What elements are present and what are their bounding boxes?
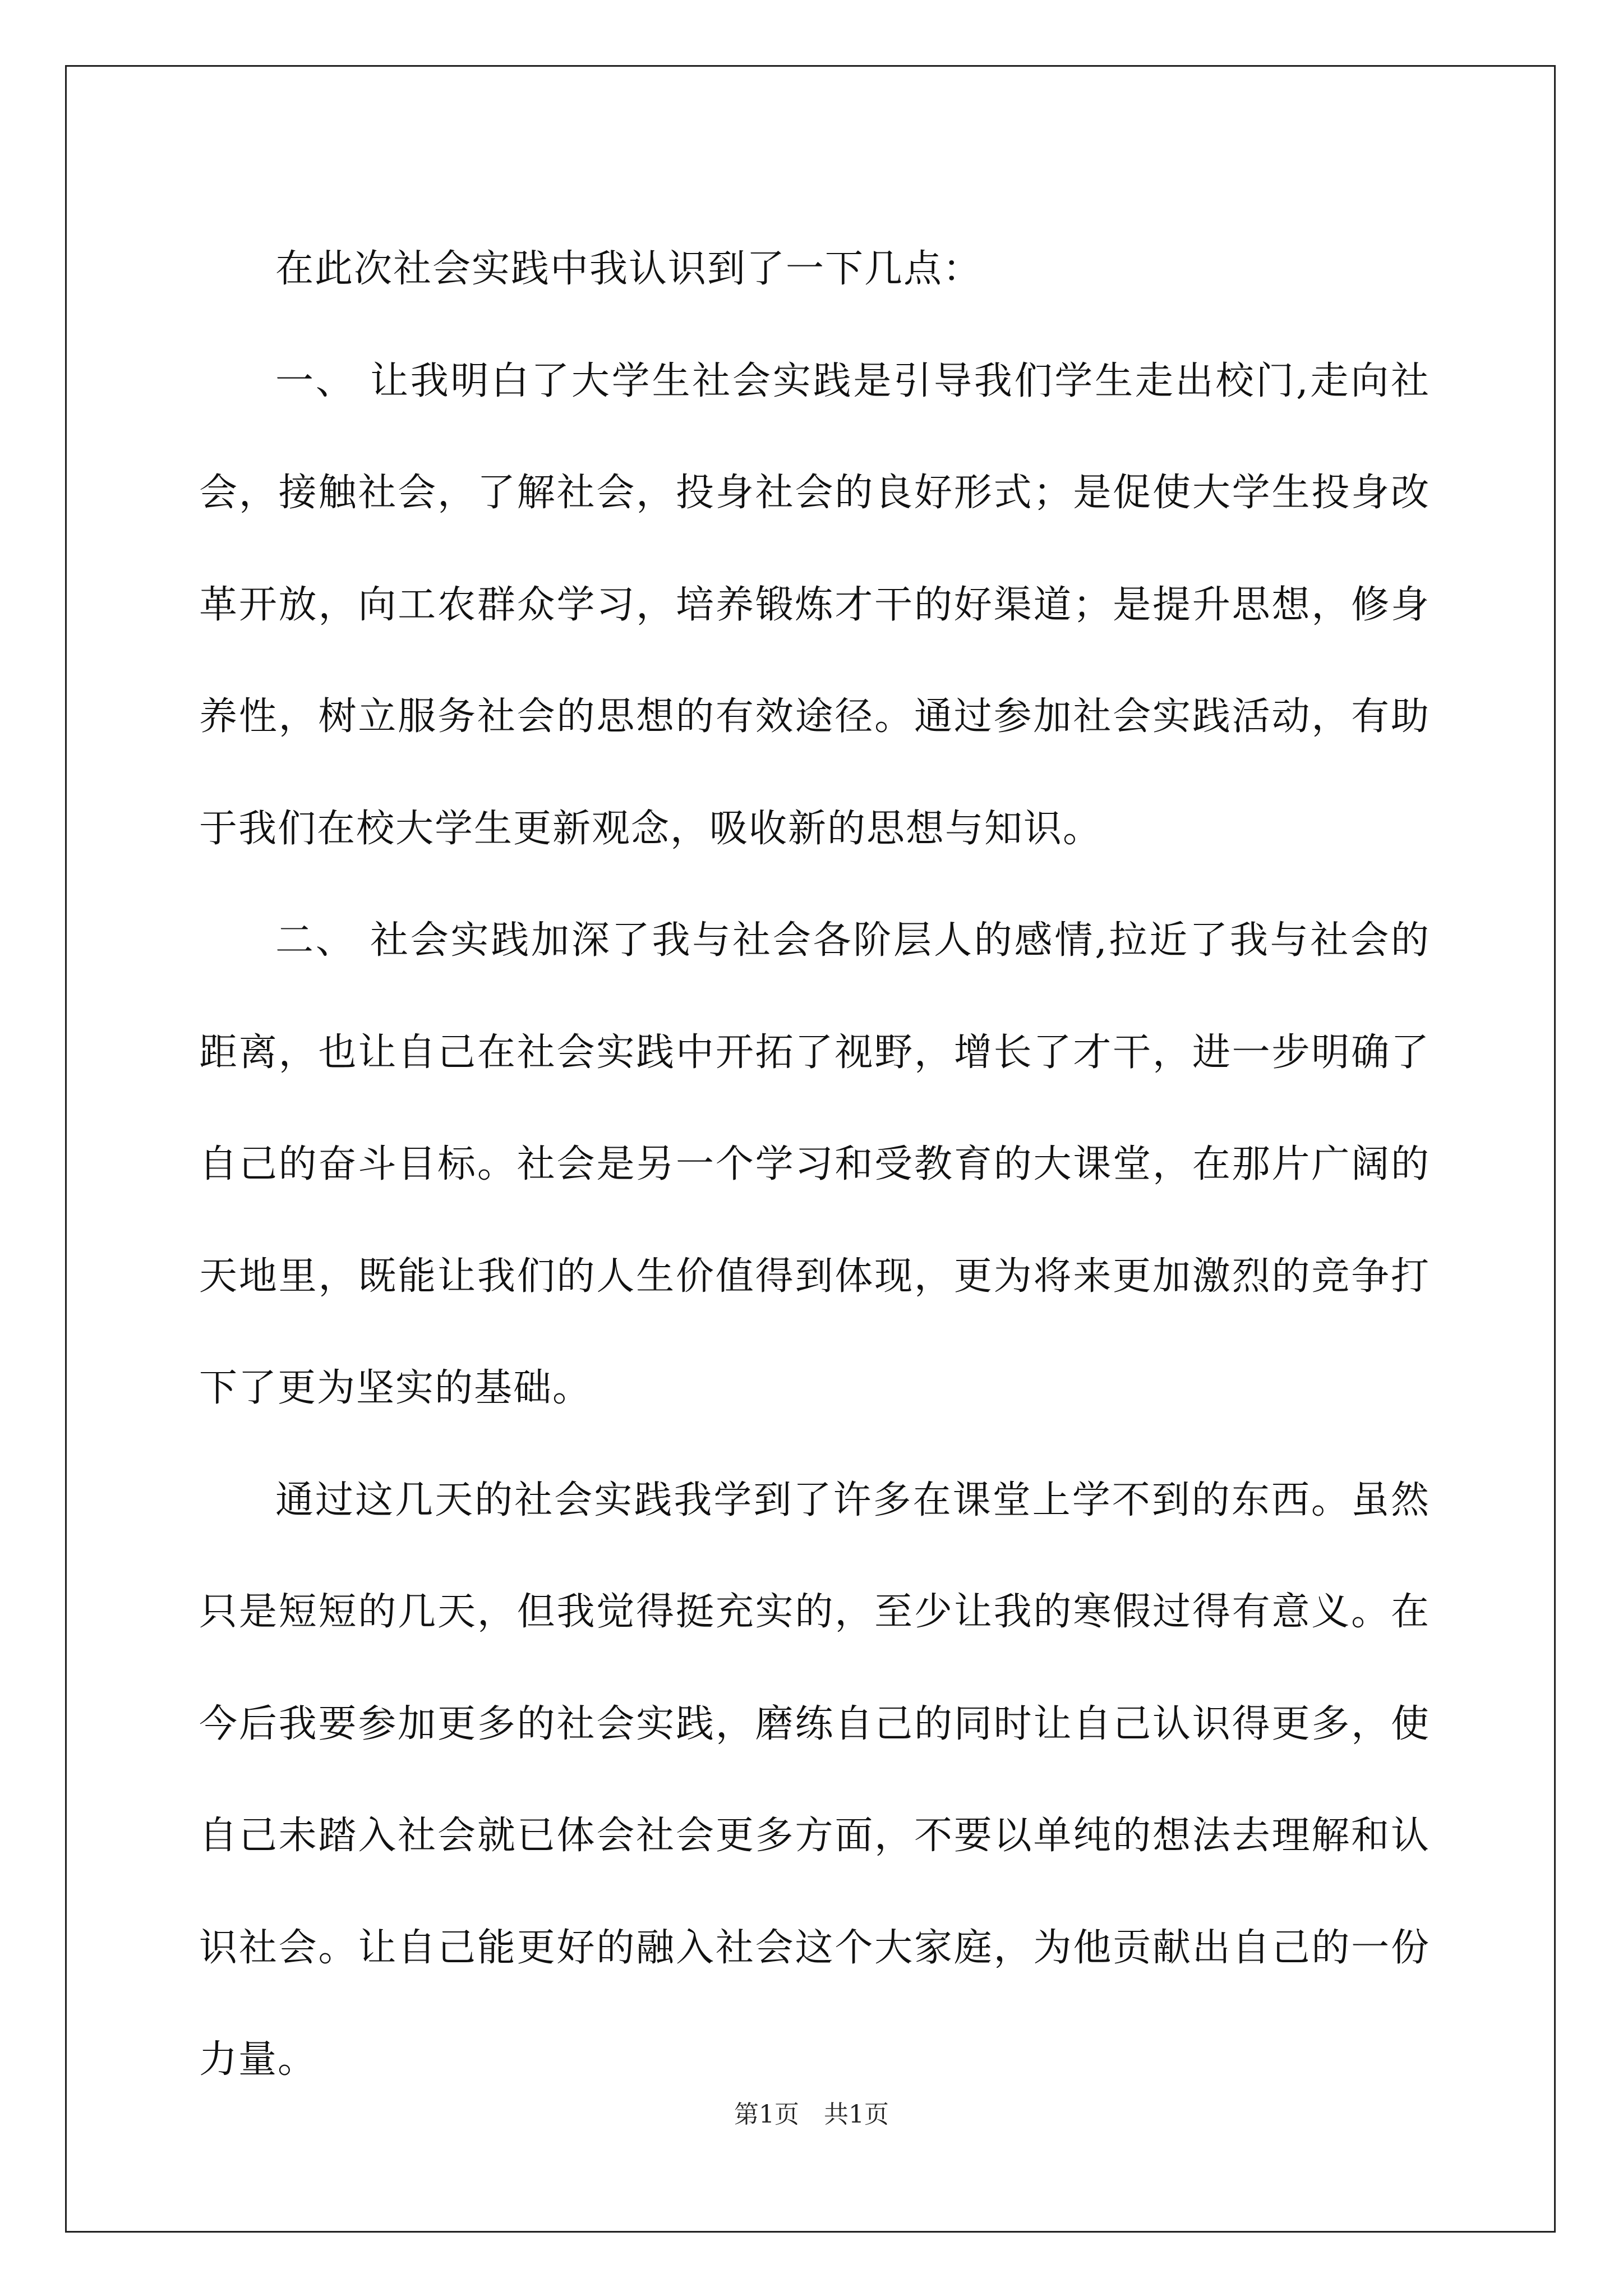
page-number: 第1页 xyxy=(734,2100,799,2129)
document-body xyxy=(199,213,1430,2116)
page-footer xyxy=(0,2098,1623,2132)
paragraph-point-two: 二、 社会实践加深了我与社会各阶层人的感情,拉近了我与社会的距离，也让自己在社会实践中开拓了视野，增长了才干，进一步明确了自己的奋斗目标。社会是另一个学习和受教育的大课堂，在那片广阔的天地里，既能让我们的人生价值得到体现，更为将来更加激烈的竞争打下了更为坚实的基础。 xyxy=(199,918,1430,1410)
paragraph-intro: 在此次社会实践中我认识到了一下几点： xyxy=(275,247,983,291)
paragraph-point-one: 一、 让我明白了大学生社会实践是引导我们学生走出校门,走向社会，接触社会，了解社会，投身社会的良好形式；是促使大学生投身改革开放，向工农群众学习，培养锻炼才干的好渠道；是提升思想，修身养性，树立服务社会的思想的有效途径。通过参加社会实践活动，有助于我们在校大学生更新观念，吸收新的思想与知识。 xyxy=(199,358,1430,851)
paragraph-conclusion: 通过这几天的社会实践我学到了许多在课堂上学不到的东西。虽然只是短短的几天，但我觉得挺充实的，至少让我的寒假过得有意义。在今后我要参加更多的社会实践，磨练自己的同时让自己认识得更多，使自己未踏入社会就已体会社会更多方面，不要以单纯的想法去理解和认识社会。让自己能更好的融入社会这个大家庭，为他贡献出自己的一份力量。 xyxy=(199,1478,1430,2082)
page-total: 共1页 xyxy=(824,2100,889,2129)
